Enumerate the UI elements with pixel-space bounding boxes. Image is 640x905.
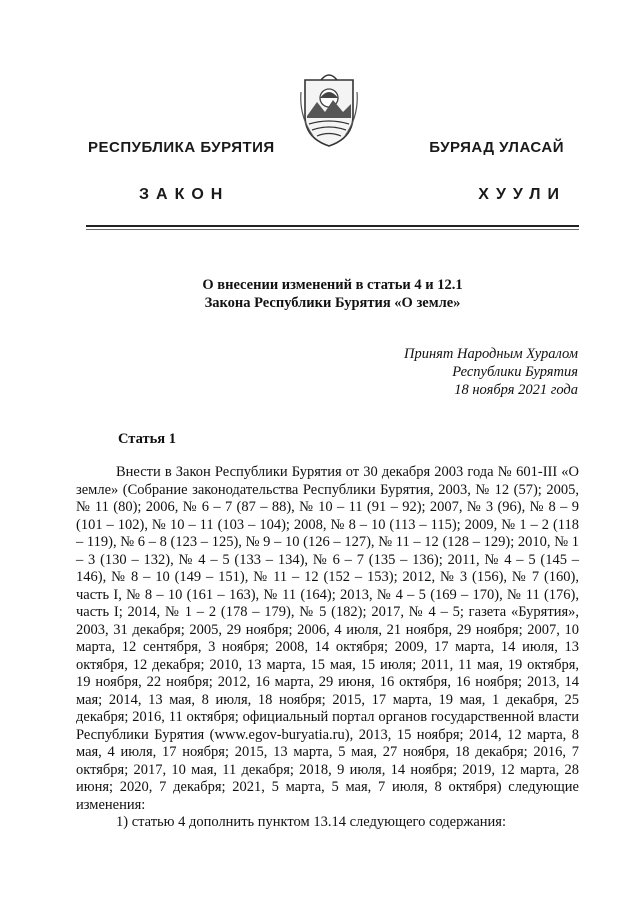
- adoption-note-line-1: Принят Народным Хуралом: [403, 346, 578, 362]
- adoption-date: 18 ноября 2021 года: [454, 382, 578, 398]
- header-divider: [86, 225, 579, 230]
- republic-name-russian: РЕСПУБЛИКА БУРЯТИЯ: [88, 139, 275, 156]
- document-title-line-2: Закона Республики Бурятия «О земле»: [204, 295, 461, 311]
- document-title-line-1: О внесении изменений в статьи 4 и 12.1: [202, 277, 463, 293]
- adoption-note: [404, 345, 578, 399]
- coat-of-arms-emblem: [299, 72, 359, 148]
- article-paragraph-2: 1) статью 4 дополнить пунктом 13.14 следующего содержания:: [116, 814, 507, 830]
- article-paragraph-1: Внести в Закон Республики Бурятия от 30 декабря 2003 года № 601-III «О земле» (Собрание законодательства Республики Бурятия, 2003, № 12 (57); 2005, № 11 (80); 2006, № 6 – 7 (87 – 88), № 10 – 11 (91 – 92); 2007, № 3 (96), № 8 – 9 (101 – 102), № 10 – 11 (103 – 104); 2008, № 8 – 10 (113 – 115); 2009, № 1 – 2 (118 – 119), № 6 – 8 (123 – 125), № 9 – 10 (126 – 127), № 11 – 12 (128 – 129); 2010, № 1 – 3 (130 – 132), № 4 – 5 (133 – 134), № 6 – 7 (135 – 136); 2011, № 4 – 5 (145 – 146), № 8 – 10 (149 – 151), № 11 – 12 (152 – 153); 2012, № 3 (156), № 7 (160), часть I, № 8 – 10 (161 – 163), № 11 (164); 2013, № 4 – 5 (169 – 170), № 11 (176), часть I; 2014, № 1 – 2 (178 – 179), № 5 (182); 2017, № 4 – 5; газета «Бурятия», 2003, 31 декабря; 2005, 29 ноября; 2006, 4 июля, 21 ноября, 29 ноября; 2007, 10 марта, 12 сентября, 3 ноября; 2008, 14 октября; 2009, 17 марта, 14 июля, 13 октября, 12 декабря; 2010, 13 марта, 15 мая, 15 июля; 2011, 11 мая, 19 октября, 19 ноября, 22 ноября; 2012, 16 марта, 29 июня, 16 октября, 16 ноября; 2013, 14 мая; 2014, 13 мая, 8 июля, 18 ноября; 2015, 17 марта, 19 мая, 1 декабря, 25 декабря; 2016, 11 октября; официальный портал органов государственной власти Республики Бурятия (www.egov-buryatia.ru), 2013, 15 ноября; 2014, 12 марта, 8 мая, 4 июля, 17 ноября; 2015, 13 марта, 5 мая, 27 ноября, 18 декабря; 2016, 7 октября; 2017, 10 мая, 11 декабря; 2018, 9 июля, 14 ноября; 2019, 12 марта, 28 июня; 2020, 7 декабря; 2021, 5 марта, 5 мая, 7 июля, 8 октября) следующие изменения:: [76, 464, 579, 813]
- adoption-note-line-2: Республики Бурятия: [452, 364, 578, 380]
- law-label-buryat: ХУУЛИ: [478, 186, 566, 203]
- article-heading: Статья 1: [118, 431, 176, 447]
- law-label-russian: ЗАКОН: [139, 186, 230, 203]
- republic-name-buryat: БУРЯАД УЛАСАЙ: [429, 139, 564, 156]
- document-title: [86, 276, 579, 312]
- article-body: [76, 464, 579, 832]
